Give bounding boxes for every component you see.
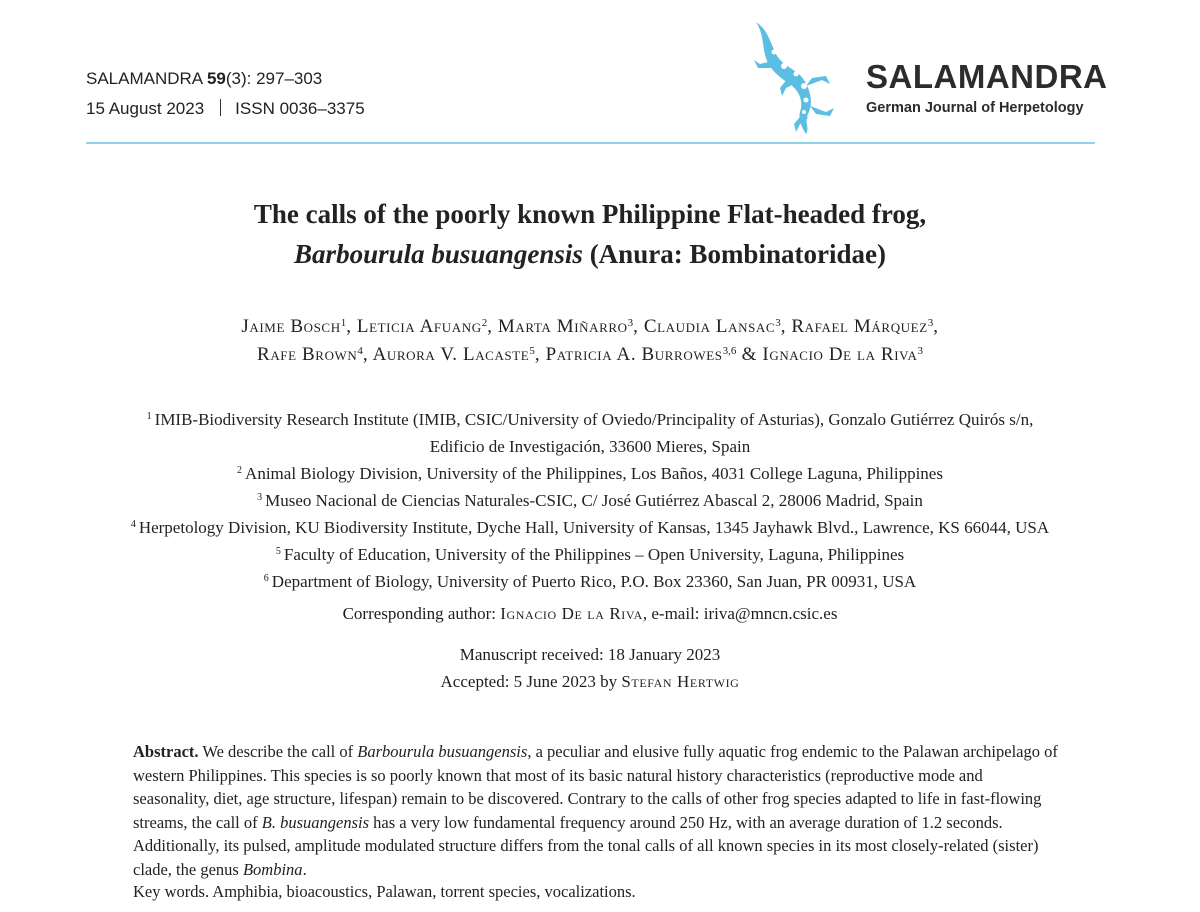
affiliation-list	[60, 406, 1120, 595]
author: Ignacio De la Riva	[762, 344, 918, 365]
affiliation-item	[60, 568, 1120, 595]
author-affil: 3	[775, 317, 781, 329]
brand-subtitle: German Journal of Herpetology	[866, 100, 1084, 116]
publication-date: 15 August 2023	[86, 99, 205, 118]
journal-citation	[86, 64, 365, 124]
corresponding-prefix: Corresponding author:	[342, 604, 501, 623]
abstract	[133, 740, 1058, 881]
author: Jaime Bosch	[241, 316, 341, 337]
abstract-species: Barbourula busuangensis	[357, 742, 528, 761]
author-affil: 3	[917, 345, 923, 357]
author: Claudia Lansac	[643, 316, 776, 337]
abstract-text: has a very low fundamental frequency around 250 Hz, with an average duration of 1.2 seconds. Additionally, its pulsed, amplitude modulated structure differs from the tonal calls of all known species in its most closely-related (sister) clade, the genus	[133, 812, 1039, 879]
author-sep: ,	[534, 344, 546, 365]
keywords: Key words. Amphibia, bioacoustics, Palawan, torrent species, vocalizations.	[133, 882, 636, 901]
abstract-genus: Bombina	[242, 859, 303, 879]
header-rule	[86, 142, 1095, 144]
author-sep: ,	[933, 316, 939, 337]
brand-name: SALAMANDRA	[866, 58, 1108, 95]
affiliation-text: Herpetology Division, KU Biodiversity Institute, Dyche Hall, University of Kansas, 1345 Jayhawk Blvd., Lawrence, KS 66044, USA	[138, 518, 1050, 537]
author-sep: ,	[633, 316, 644, 337]
volume: 59	[206, 69, 226, 88]
affiliation-text: Museo Nacional de Ciencias Naturales-CSIC, C/ José Gutiérrez Abascal 2, 28006 Madrid, Spain	[265, 491, 923, 510]
affiliation-number: 4	[130, 519, 136, 530]
author-line-1	[0, 313, 1180, 341]
author-sep: ,	[346, 316, 357, 337]
author-affil: 3,6	[722, 345, 737, 357]
accepted-line	[0, 668, 1180, 695]
salamander-logo-icon	[746, 20, 846, 136]
affiliation-item	[60, 406, 1120, 433]
title-species: Barbourula busuangensis	[294, 239, 583, 269]
author: Leticia Afuang	[356, 316, 482, 337]
paper-title	[0, 194, 1180, 274]
author-affil: 3	[627, 317, 634, 329]
title-line-2	[0, 234, 1180, 274]
author-affil: 5	[529, 345, 535, 357]
author: Rafe Brown	[257, 344, 358, 365]
affiliation-item	[60, 460, 1120, 487]
author-list	[0, 313, 1180, 369]
affiliation-item	[60, 514, 1120, 541]
author-sep: ,	[362, 344, 373, 365]
author-sep: &	[736, 344, 763, 365]
affiliation-item-cont: Edificio de Investigación, 33600 Mieres, Spain	[429, 437, 751, 456]
abstract-species: B. busuangensis	[261, 812, 369, 832]
abstract-label: Abstract.	[133, 742, 199, 761]
journal-brand	[866, 58, 1107, 118]
affiliation-item	[60, 487, 1120, 514]
affiliation-number: 2	[237, 465, 243, 476]
affiliation-number: 5	[275, 546, 281, 557]
abstract-text: We describe the call of	[198, 742, 358, 761]
author: Rafael Márquez	[791, 316, 928, 337]
author-sep: ,	[487, 316, 498, 337]
accepted-date: Accepted: 5 June 2023 by	[440, 672, 622, 691]
corresponding-email[interactable]: , e-mail: iriva@mncn.csic.es	[642, 604, 838, 623]
author-affil: 4	[357, 345, 363, 357]
author: Patricia A. Burrowes	[545, 344, 723, 365]
issue-pages: (3): 297–303	[225, 69, 323, 88]
author-affil: 2	[481, 317, 488, 329]
divider	[220, 99, 221, 116]
author-affil: 1	[340, 317, 347, 329]
title-line-1: The calls of the poorly known Philippine Flat-headed frog,	[253, 199, 927, 229]
citation-line	[86, 64, 365, 94]
manuscript-dates	[0, 641, 1180, 695]
corresponding-name: Ignacio De la Riva	[500, 604, 643, 623]
author: Marta Miñarro	[497, 316, 628, 337]
affiliation-text: IMIB-Biodiversity Research Institute (IMIB, CSIC/University of Oviedo/Principality of Asturias), Gonzalo Gutiérrez Quirós s/n,	[154, 410, 1034, 429]
editor-name: Stefan Hertwig	[621, 672, 740, 691]
issn: ISSN 0036–3375	[235, 99, 365, 118]
author: Aurora V. Lacaste	[372, 344, 530, 365]
journal-name: SALAMANDRA	[86, 69, 203, 88]
abstract-text: .	[302, 859, 307, 879]
affiliation-number: 1	[146, 411, 152, 422]
affiliation-number: 3	[257, 492, 263, 503]
corresponding-author	[0, 600, 1180, 627]
author-sep: ,	[780, 316, 792, 337]
affiliation-text: Animal Biology Division, University of the Philippines, Los Baños, 4031 College Laguna, Philippines	[245, 464, 943, 483]
received-date: Manuscript received: 18 January 2023	[459, 645, 721, 664]
affiliation-number: 6	[263, 573, 269, 584]
affiliation-item	[60, 541, 1120, 568]
abstract-text: , a peculiar and elusive fully aquatic frog endemic to the Palawan archipelago of western Philippines. This species is so poorly known that most of its basic natural history characteristics (reproductive mode and seasonality, diet, age structure, lifespan) remain to be discovered. Contrary to the calls of other frog species adapted to life in fast-flowing streams, the call of	[133, 742, 1058, 832]
author-affil: 3	[927, 317, 934, 329]
affiliation-text: Faculty of Education, University of the Philippines – Open University, Laguna, Philippines	[283, 545, 905, 564]
author-line-2	[0, 341, 1180, 369]
date-issn-line	[86, 94, 365, 124]
affiliation-text: Department of Biology, University of Puerto Rico, P.O. Box 23360, San Juan, PR 00931, USA	[271, 572, 917, 591]
title-rest: (Anura: Bombinatoridae)	[582, 239, 886, 269]
